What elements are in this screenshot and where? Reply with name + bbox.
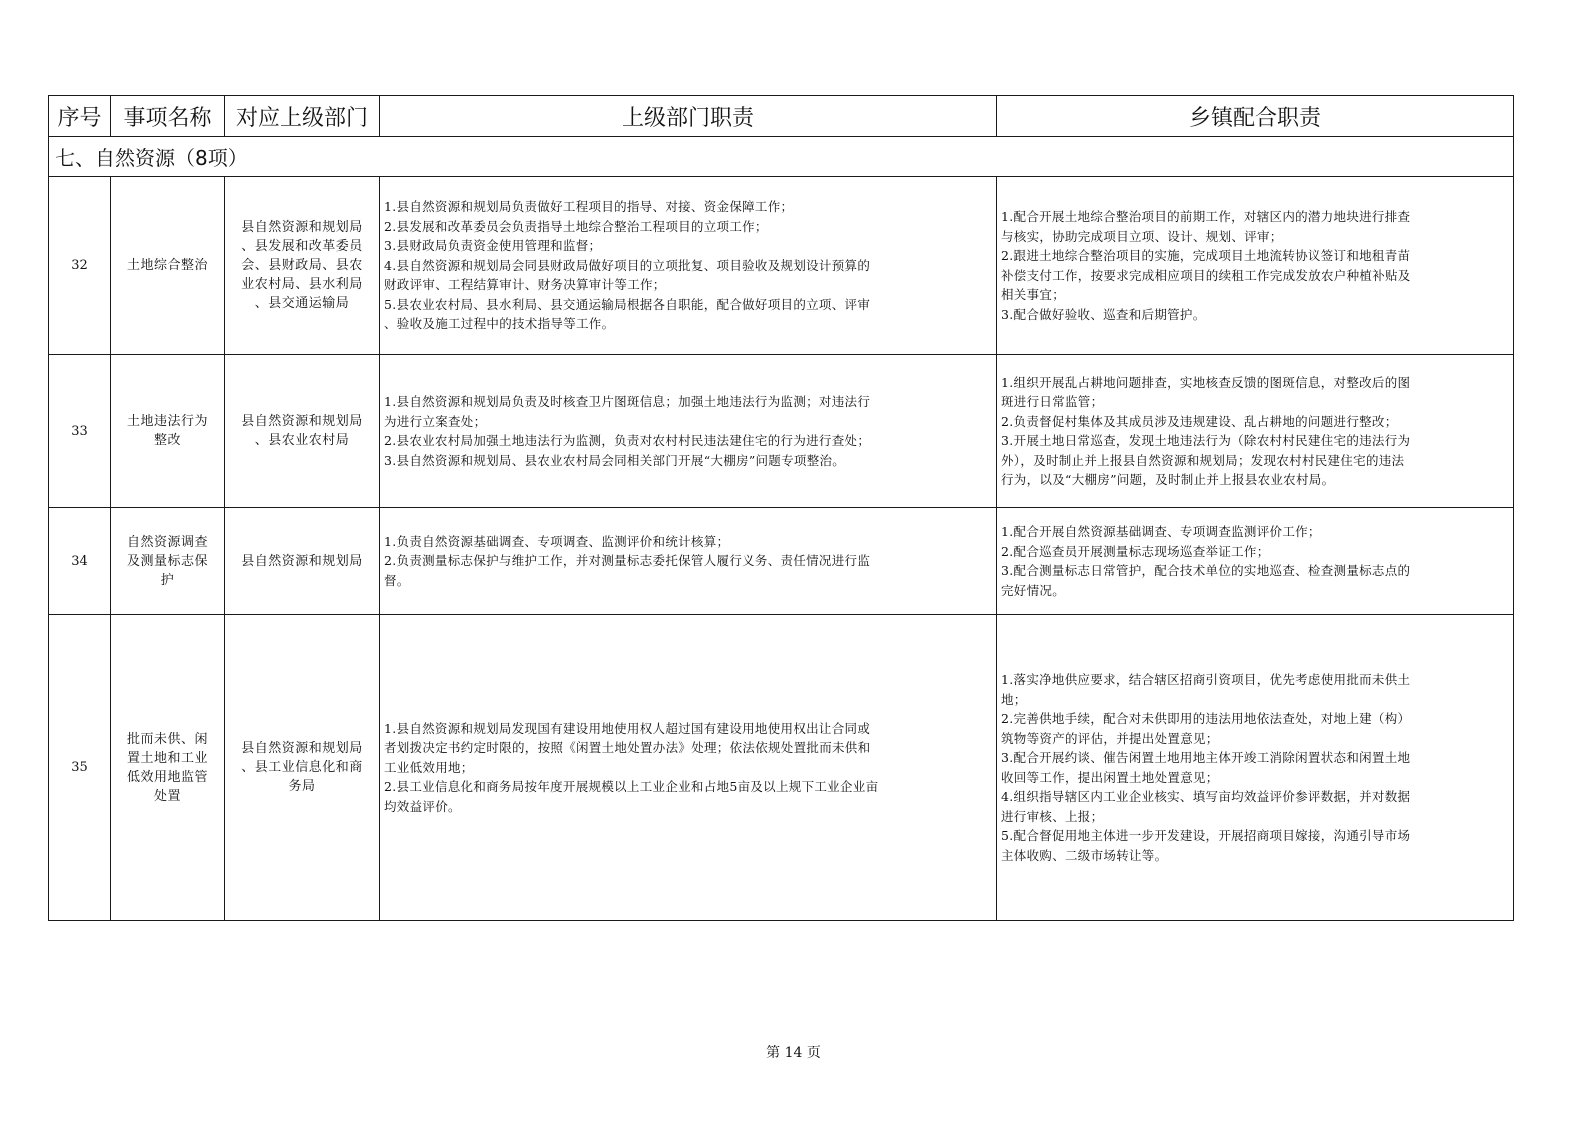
row-num: 33 [49,355,111,508]
row-superior-duty [380,508,997,615]
cell-text-line: 1.配合开展土地综合整治项目的前期工作，对辖区内的潜力地块进行排查 [1001,209,1411,224]
cell-text-line: 为进行立案查处； [384,413,487,429]
cell-text-line: 自然资源调查 [126,534,208,550]
cell-text-line: 进行审核、上报； [1001,808,1104,824]
cell-text-line: 3.配合做好验收、巡查和后期管护。 [1001,306,1206,322]
row-num: 35 [49,615,111,921]
cell-text-line: 5.县农业农村局、县水利局、县交通运输局根据各自职能，配合做好项目的立项、评审 [384,296,871,312]
cell-text-line: 、县工业信息化和商 [241,760,363,775]
row-item-name [111,355,225,508]
cell-text-line: 2.县工业信息化和商务局按年度开展规模以上工业企业和占地5亩及以上规下工业企业亩 [384,779,879,795]
cell-text-line: 工业低效用地； [384,759,474,775]
cell-text-line: 护 [160,572,175,588]
cell-text-line: 1.县自然资源和规划局负责及时核查卫片图斑信息；加强土地违法行为监测；对违法行 [384,394,871,409]
cell-text-line: 2.负责测量标志保护与维护工作，并对测量标志委托保管人履行义务、责任情况进行监 [384,553,871,569]
cell-text-line: 业农村局、县水利局 [241,277,363,292]
cell-text-line: 县自然资源和规划局 [241,553,363,569]
row-superior-dept [225,177,380,355]
table-row [49,355,1514,508]
header-superior-duty: 上级部门职责 [380,96,997,137]
row-superior-dept [225,615,380,921]
cell-text-line: 2.配合巡查员开展测量标志现场巡查举证工作； [1001,543,1270,559]
cell-text-line: 县自然资源和规划局 [241,220,363,235]
cell-text-line: 、验收及施工过程中的技术指导等工作。 [384,316,615,332]
cell-text-line: 2.县农业农村局加强土地违法行为监测，负责对农村村民违法建住宅的行为进行查处； [384,433,871,448]
cell-text-line: 土地综合整治 [126,258,208,273]
cell-text-line: 财政评审、工程结算审计、财务决算审计等工作； [384,277,666,293]
cell-text-line: 低效用地监管 [126,769,208,785]
cell-text-line: 1.组织开展乱占耕地问题排查，实地核查反馈的图斑信息，对整改后的图 [1001,374,1411,390]
cell-text-line: 1.落实净地供应要求，结合辖区招商引资项目，优先考虑使用批而未供土 [1001,672,1411,687]
cell-text-line: 与核实，协助完成项目立项、设计、规划、评审； [1001,228,1283,244]
cell-text-line: 3.开展土地日常巡查，发现土地违法行为（除农村村民建住宅的违法行为 [1001,433,1411,448]
table-row [49,177,1514,355]
cell-text-line: 1.县自然资源和规划局负责做好工程项目的指导、对接、资金保障工作； [384,199,794,215]
cell-text-line: 补偿支付工作，按要求完成相应项目的续租工作完成发放农户种植补贴及 [1001,267,1411,283]
row-item-name [111,615,225,921]
cell-text-line: 督。 [384,572,410,588]
cell-text-line: 收回等工作，提出闲置土地处置意见； [1001,769,1219,785]
responsibility-table [48,95,1514,921]
row-town-duty [997,615,1514,921]
cell-text-line: 3.配合开展约谈、催告闲置土地用地主体开竣工消除闲置状态和闲置土地 [1001,750,1411,765]
cell-text-line: 1.负责自然资源基础调查、专项调查、监测评价和统计核算； [384,533,730,549]
cell-text-line: 处置 [153,788,181,804]
header-superior-dept: 对应上级部门 [225,96,380,137]
cell-text-line: 批而未供、闲 [126,731,208,747]
row-num: 32 [49,177,111,355]
cell-text-line: 土地违法行为 [126,414,208,429]
responsibility-table-container [48,95,1513,921]
table-row [49,615,1514,921]
cell-text-line: 2.完善供地手续，配合对未供即用的违法用地依法查处，对地上建（构） [1001,711,1411,726]
cell-text-line: 4.组织指导辖区内工业企业核实、填写亩均效益评价参评数据，并对数据 [1001,789,1411,804]
header-town-duty: 乡镇配合职责 [997,96,1514,137]
cell-text-line: 主体收购、二级市场转让等。 [1001,847,1168,863]
cell-text-line: 2.跟进土地综合整治项目的实施，完成项目土地流转协议签订和地租青苗 [1001,248,1411,263]
cell-text-line: 及测量标志保 [126,553,208,569]
section-title: 七、自然资源（8项） [49,137,1514,177]
cell-text-line: 完好情况。 [1001,582,1066,598]
cell-text-line: 均效益评价。 [384,798,461,814]
cell-text-line: 2.负责督促村集体及其成员涉及违规建设、乱占耕地的问题进行整改； [1001,413,1398,429]
cell-text-line: 筑物等资产的评估，并提出处置意见； [1001,730,1219,746]
cell-text-line: 置土地和工业 [126,750,208,766]
row-superior-duty [380,177,997,355]
row-superior-dept [225,355,380,508]
section-row [49,137,1514,177]
row-superior-duty [380,355,997,508]
row-town-duty [997,508,1514,615]
cell-text-line: 、县交通运输局 [254,296,350,311]
cell-text-line: 3.配合测量标志日常管护，配合技术单位的实地巡查、检查测量标志点的 [1001,563,1411,578]
cell-text-line: 外），及时制止并上报县自然资源和规划局；发现农村村民建住宅的违法 [1001,452,1405,468]
cell-text-line: 3.县财政局负责资金使用管理和监督； [384,238,602,254]
cell-text-line: 斑进行日常监管； [1001,394,1104,409]
cell-text-line: 3.县自然资源和规划局、县农业农村局会同相关部门开展“大棚房”问题专项整治。 [384,452,846,468]
cell-text-line: 相关事宜； [1001,287,1066,302]
cell-text-line: 4.县自然资源和规划局会同县财政局做好项目的立项批复、项目验收及规划设计预算的 [384,257,871,273]
table-row [49,508,1514,615]
row-item-name [111,177,225,355]
cell-text-line: 务局 [288,779,316,794]
table-header-row [49,96,1514,137]
cell-text-line: 1.配合开展自然资源基础调查、专项调查监测评价工作； [1001,524,1321,539]
row-town-duty [997,177,1514,355]
cell-text-line: 会、县财政局、县农 [241,258,363,273]
row-item-name [111,508,225,615]
row-town-duty [997,355,1514,508]
cell-text-line: 1.县自然资源和规划局发现国有建设用地使用权人超过国有建设用地使用权出让合同或 [384,720,871,736]
header-num: 序号 [49,96,111,137]
page-number: 第 14 页 [766,1045,821,1061]
cell-text-line: 县自然资源和规划局 [241,741,363,756]
cell-text-line: 县自然资源和规划局 [241,414,363,429]
row-superior-dept [225,508,380,615]
row-superior-duty [380,615,997,921]
cell-text-line: 5.配合督促用地主体进一步开发建设，开展招商项目嫁接，沟通引导市场 [1001,828,1411,843]
cell-text-line: 2.县发展和改革委员会负责指导土地综合整治工程项目的立项工作； [384,218,768,234]
cell-text-line: 地； [1001,691,1027,707]
cell-text-line: 行为，以及“大棚房”问题，及时制止并上报县农业农村局。 [1001,472,1335,487]
header-item-name: 事项名称 [111,96,225,137]
cell-text-line: 、县发展和改革委员 [241,239,363,254]
cell-text-line: 、县农业农村局 [254,433,350,448]
cell-text-line: 者划拨决定书约定时限的，按照《闲置土地处置办法》处理；依法依规处置批而未供和 [384,740,871,756]
cell-text-line: 整改 [153,433,181,448]
row-num: 34 [49,508,111,615]
